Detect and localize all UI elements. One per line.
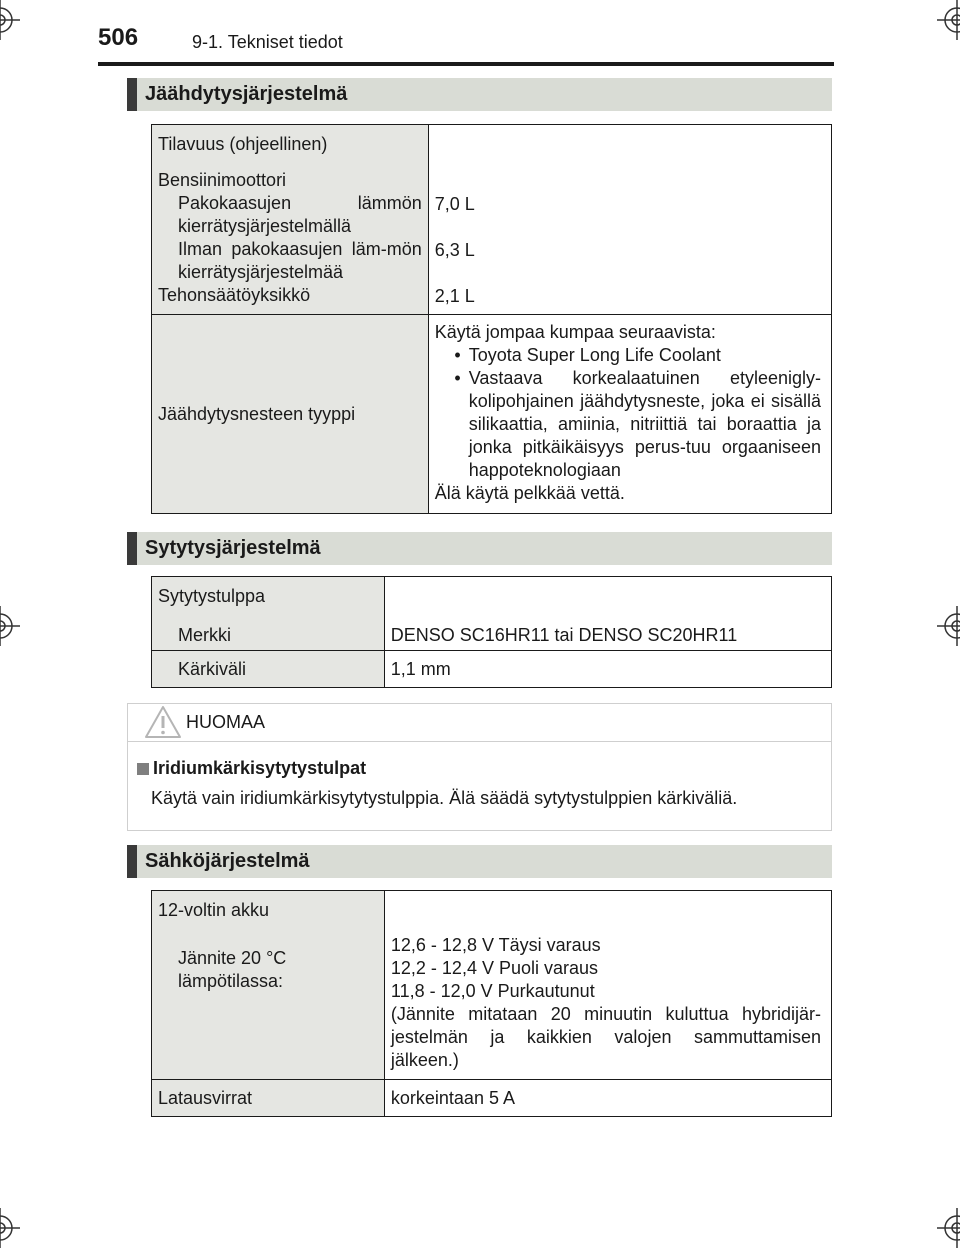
notice-box — [127, 703, 832, 831]
square-bullet-icon — [137, 763, 149, 775]
coolant-option: Vastaava korkealaatuinen etyleenigly-kolipohjainen jäähdytysneste, joka ei sisällä silikaattia, amiinia, nitriittiä tai boraattia ja jonka pitkäikäisyys perus-tuu orgaaniseen happoteknologiaan — [468, 368, 821, 480]
list-item — [435, 344, 821, 367]
table-cell — [384, 577, 831, 651]
table-cell — [152, 315, 429, 514]
battery-label: 12-voltin akku — [158, 900, 270, 920]
page-number: 506 — [98, 24, 139, 51]
charging-value: korkeintaan 5 A — [390, 1087, 515, 1108]
voltage-note: (Jännite mitataan 20 minuutin kuluttua hybridijär-jestelmän ja kaikkien valojen sammuttamisen jälkeen.) — [390, 1004, 821, 1070]
table-cell — [384, 891, 831, 1080]
notice-title: HUOMAA — [186, 712, 266, 732]
without-exhaust-heat-label: Ilman pakokaasujen läm-mön kierrätysjärjestelmää — [178, 239, 422, 282]
with-exhaust-heat-label: Pakokaasujen lämmön kierrätysjärjestelmällä — [178, 193, 422, 236]
brand-value: DENSO SC16HR11 tai DENSO SC20HR11 — [390, 625, 738, 645]
registration-mark-icon — [937, 606, 960, 646]
table-row — [152, 577, 832, 651]
brand-label: Merkki — [178, 625, 231, 645]
value-power-control-unit: 2,1 L — [434, 286, 475, 306]
section-heading-cooling — [127, 78, 832, 111]
voltage-full: 12,6 - 12,8 V Täysi varaus — [390, 935, 601, 955]
voltage-half: 12,2 - 12,4 V Puoli varaus — [390, 958, 599, 978]
electrical-spec-table — [151, 890, 832, 1117]
value-with-exhaust-heat: 7,0 L — [434, 194, 475, 214]
section-heading-ignition — [127, 532, 832, 565]
table-row — [152, 125, 832, 315]
table-row — [152, 315, 832, 514]
petrol-engine-label: Bensiinimoottori — [158, 170, 287, 190]
table-cell — [152, 577, 385, 651]
bullet: • — [454, 345, 461, 365]
table-cell — [152, 891, 385, 1080]
table-cell — [428, 125, 831, 315]
chapter-title: 9-1. Tekniset tiedot — [192, 32, 343, 52]
registration-mark-icon — [0, 0, 20, 40]
section-heading-electrical — [127, 845, 832, 878]
ignition-spec-table — [151, 576, 832, 688]
volume-label: Tilavuus (ohjeellinen) — [158, 134, 328, 154]
table-cell — [152, 651, 385, 688]
coolant-option: Toyota Super Long Life Coolant — [468, 345, 721, 365]
charging-label: Latausvirrat — [158, 1087, 253, 1108]
spark-plug-label: Sytytystulppa — [158, 586, 266, 606]
coolant-warning: Älä käytä pelkkää vettä. — [434, 483, 625, 503]
cooling-spec-table — [151, 124, 832, 514]
registration-mark-icon — [0, 1208, 20, 1248]
table-row — [152, 891, 832, 1080]
table-row — [152, 651, 832, 688]
gap-label: Kärkiväli — [178, 658, 247, 679]
notice-text: Käytä vain iridiumkärkisytytystulppia. Älä säädä sytytystulppien kärkiväliä. — [151, 788, 738, 808]
warning-triangle-icon — [144, 705, 182, 739]
bullet: • — [454, 368, 461, 388]
voltage-label: Jännite 20 °C lämpötilassa: — [178, 948, 287, 991]
gap-value: 1,1 mm — [390, 658, 451, 679]
page-header — [98, 22, 958, 66]
value-without-exhaust-heat: 6,3 L — [434, 240, 475, 260]
coolant-type-label: Jäähdytysnesteen tyyppi — [158, 403, 356, 424]
power-control-unit-label: Tehonsäätöyksikkö — [158, 285, 311, 305]
list-item — [435, 367, 821, 482]
table-cell — [428, 315, 831, 514]
notice-subheading: Iridiumkärkisytytystulpat — [153, 758, 367, 778]
section-title: Sähköjärjestelmä — [145, 850, 310, 872]
voltage-discharged: 11,8 - 12,0 V Purkautunut — [390, 981, 595, 1001]
header-rule — [98, 62, 834, 66]
table-cell — [384, 1080, 831, 1117]
registration-mark-icon — [0, 606, 20, 646]
notice-header — [128, 704, 831, 742]
section-title: Jäähdytysjärjestelmä — [145, 83, 348, 105]
table-cell — [152, 1080, 385, 1117]
table-cell — [384, 651, 831, 688]
coolant-intro: Käytä jompaa kumpaa seuraavista: — [434, 322, 716, 342]
section-title: Sytytysjärjestelmä — [145, 537, 321, 559]
registration-mark-icon — [937, 1208, 960, 1248]
table-cell — [152, 125, 429, 315]
table-row — [152, 1080, 832, 1117]
